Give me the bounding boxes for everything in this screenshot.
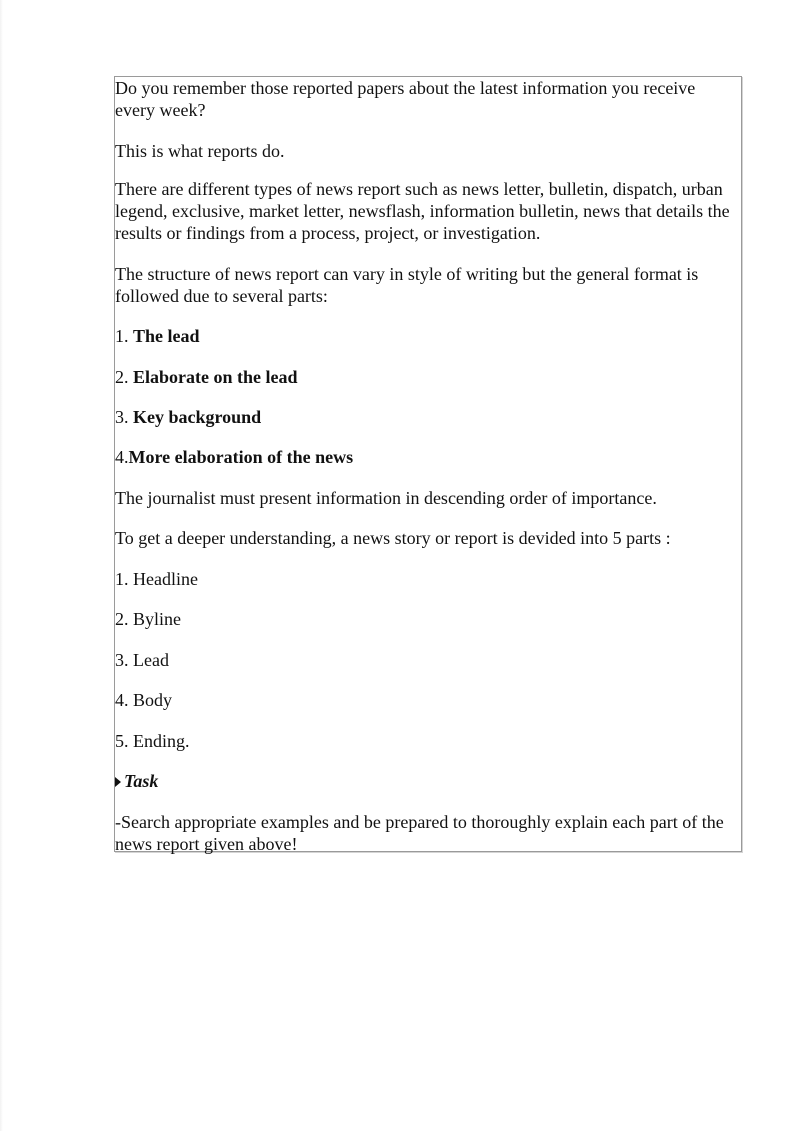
format-part-4 (115, 446, 353, 468)
intro-question: Do you remember those reported papers about the latest information you receive every week? (115, 78, 696, 120)
format-part-1 (115, 325, 200, 347)
format-part-label: The lead (133, 326, 200, 346)
format-part-label: More elaboration of the news (128, 447, 354, 467)
report-types-paragraph: There are different types of news report such as news letter, bulletin, dispatch, urban legend, exclusive, market letter, newsflash, information bulletin, news that details the results or findings from a process, project, or investigation. (115, 179, 730, 243)
format-part-number: 1. (115, 326, 133, 346)
intro-answer: This is what reports do. (115, 141, 285, 161)
arrow-right-icon (115, 777, 121, 787)
task-label: Task (124, 771, 159, 791)
task-heading (115, 770, 158, 792)
format-part-number: 2. (115, 367, 133, 387)
format-part-3 (115, 406, 261, 428)
parts-intro: To get a deeper understanding, a news story or report is devided into 5 parts : (115, 528, 671, 548)
format-part-2 (115, 366, 298, 388)
task-instruction: -Search appropriate examples and be prepared to thoroughly explain each part of the news report given above! (115, 812, 724, 854)
content-box (114, 76, 742, 852)
page-edge (0, 0, 3, 1131)
story-part-lead: 3. Lead (115, 650, 169, 670)
format-part-label: Elaborate on the lead (133, 367, 298, 387)
story-part-headline: 1. Headline (115, 569, 198, 589)
story-part-byline: 2. Byline (115, 609, 181, 629)
importance-note: The journalist must present information in descending order of importance. (115, 488, 657, 508)
story-part-body: 4. Body (115, 690, 173, 710)
format-part-number: 4. (115, 447, 129, 467)
structure-paragraph: The structure of news report can vary in style of writing but the general format is followed due to several parts: (115, 264, 699, 306)
format-part-number: 3. (115, 407, 133, 427)
story-part-ending: 5. Ending. (115, 731, 190, 751)
format-part-label: Key background (133, 407, 262, 427)
